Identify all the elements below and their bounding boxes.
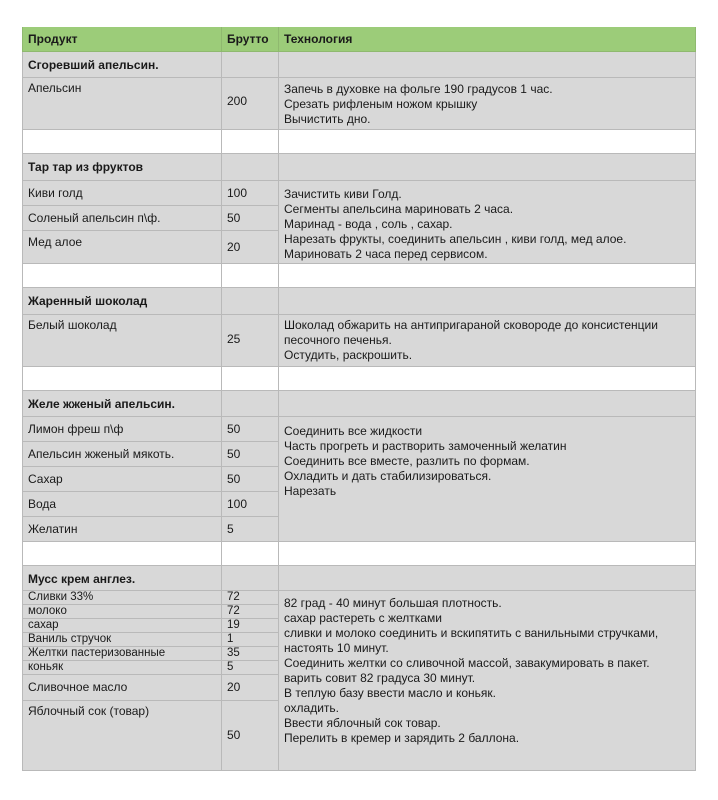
spacer-row bbox=[22, 264, 696, 288]
technology-line: Соединить все жидкости bbox=[284, 424, 423, 438]
section-title-row bbox=[22, 288, 696, 315]
technology-line: Нарезать фрукты, соединить апельсин , киви голд, мед алое. bbox=[284, 232, 627, 246]
section-body bbox=[22, 181, 696, 264]
technology-line: Срезать рифленым ножом крышку bbox=[284, 97, 478, 111]
header-technology[interactable]: Технология bbox=[279, 27, 696, 52]
header-gross[interactable]: Брутто bbox=[222, 27, 279, 52]
ingredient-gross[interactable]: 50 bbox=[222, 206, 279, 231]
technology-line: сливки и молоко соединить и вскипятить с ванильными стручками, bbox=[284, 626, 659, 640]
ingredient-name[interactable]: Соленый апельсин п\ф. bbox=[22, 206, 222, 231]
ingredient-row bbox=[22, 675, 279, 701]
section-title-row bbox=[22, 566, 696, 591]
ingredient-gross[interactable]: 100 bbox=[222, 181, 279, 206]
ingredient-row bbox=[22, 417, 279, 442]
section-title-row bbox=[22, 391, 696, 417]
header-product[interactable]: Продукт bbox=[22, 27, 222, 52]
ingredient-name[interactable]: Желтки пастеризованные bbox=[22, 647, 222, 661]
empty-cell[interactable] bbox=[222, 288, 279, 315]
ingredient-row bbox=[22, 315, 279, 367]
ingredient-name[interactable]: Сливочное масло bbox=[22, 675, 222, 701]
ingredient-gross[interactable]: 5 bbox=[222, 517, 279, 542]
technology-line: Мариновать 2 часа перед сервисом. bbox=[284, 247, 488, 261]
ingredient-name[interactable]: сахар bbox=[22, 619, 222, 633]
empty-cell[interactable] bbox=[279, 566, 696, 591]
ingredient-name[interactable]: Ваниль стручок bbox=[22, 633, 222, 647]
ingredient-gross[interactable]: 50 bbox=[222, 467, 279, 492]
ingredient-name[interactable]: Апельсин bbox=[22, 78, 222, 130]
technology-line: песочного печенья. bbox=[284, 333, 392, 347]
section-title[interactable]: Желе жженый апельсин. bbox=[22, 391, 222, 417]
ingredient-gross[interactable]: 50 bbox=[222, 417, 279, 442]
ingredient-row bbox=[22, 231, 279, 264]
technology-line: Вычистить дно. bbox=[284, 112, 371, 126]
technology-cell[interactable] bbox=[279, 417, 696, 542]
spacer-row bbox=[22, 130, 696, 154]
ingredient-gross[interactable]: 50 bbox=[222, 701, 279, 771]
empty-cell[interactable] bbox=[279, 154, 696, 181]
section-title[interactable]: Сгоревший апельсин. bbox=[22, 52, 222, 78]
ingredient-name[interactable]: Киви голд bbox=[22, 181, 222, 206]
empty-cell[interactable] bbox=[222, 542, 279, 566]
section-title-row bbox=[22, 154, 696, 181]
ingredient-name[interactable]: Яблочный сок (товар) bbox=[22, 701, 222, 771]
ingredient-name[interactable]: Сливки 33% bbox=[22, 591, 222, 605]
ingredient-row bbox=[22, 206, 279, 231]
ingredient-name[interactable]: коньяк bbox=[22, 661, 222, 675]
empty-cell[interactable] bbox=[22, 542, 222, 566]
ingredient-gross[interactable]: 1 bbox=[222, 633, 279, 647]
ingredient-row bbox=[22, 701, 279, 771]
ingredient-gross[interactable]: 100 bbox=[222, 492, 279, 517]
spacer-row bbox=[22, 542, 696, 566]
ingredient-name[interactable]: Вода bbox=[22, 492, 222, 517]
technology-line: сахар растереть с желтками bbox=[284, 611, 442, 625]
ingredient-row bbox=[22, 605, 279, 619]
section-body bbox=[22, 417, 696, 542]
technology-cell[interactable] bbox=[279, 78, 696, 130]
ingredient-gross[interactable]: 5 bbox=[222, 661, 279, 675]
ingredient-row bbox=[22, 619, 279, 633]
technology-line: Нарезать bbox=[284, 484, 337, 498]
ingredient-row bbox=[22, 517, 279, 542]
recipe-table bbox=[22, 27, 696, 771]
empty-cell[interactable] bbox=[222, 391, 279, 417]
ingredient-name[interactable]: Сахар bbox=[22, 467, 222, 492]
empty-cell[interactable] bbox=[222, 264, 279, 288]
empty-cell[interactable] bbox=[222, 154, 279, 181]
section-body bbox=[22, 591, 696, 771]
ingredient-gross[interactable]: 20 bbox=[222, 675, 279, 701]
empty-cell[interactable] bbox=[22, 130, 222, 154]
section-body bbox=[22, 78, 696, 130]
empty-cell[interactable] bbox=[22, 367, 222, 391]
ingredient-gross[interactable]: 20 bbox=[222, 231, 279, 264]
technology-line: В теплую базу ввести масло и коньяк. bbox=[284, 686, 496, 700]
section-title-row bbox=[22, 52, 696, 78]
ingredient-gross[interactable]: 50 bbox=[222, 442, 279, 467]
ingredient-name[interactable]: Желатин bbox=[22, 517, 222, 542]
empty-cell[interactable] bbox=[279, 542, 696, 566]
technology-line: Зачистить киви Голд. bbox=[284, 187, 402, 201]
technology-line: Запечь в духовке на фольге 190 градусов 1 час. bbox=[284, 82, 553, 96]
ingredient-name[interactable]: молоко bbox=[22, 605, 222, 619]
empty-cell[interactable] bbox=[279, 391, 696, 417]
ingredient-gross[interactable]: 19 bbox=[222, 619, 279, 633]
technology-line: Остудить, раскрошить. bbox=[284, 348, 413, 362]
empty-cell[interactable] bbox=[279, 130, 696, 154]
ingredient-name[interactable]: Мед алое bbox=[22, 231, 222, 264]
technology-line: Ввести яблочный сок товар. bbox=[284, 716, 441, 730]
empty-cell[interactable] bbox=[279, 367, 696, 391]
ingredient-gross[interactable]: 35 bbox=[222, 647, 279, 661]
ingredient-row bbox=[22, 442, 279, 467]
section-body bbox=[22, 315, 696, 367]
empty-cell[interactable] bbox=[279, 288, 696, 315]
technology-line: Перелить в кремер и зарядить 2 баллона. bbox=[284, 731, 520, 745]
ingredient-row bbox=[22, 591, 279, 605]
empty-cell[interactable] bbox=[222, 566, 279, 591]
ingredient-name[interactable]: Белый шоколад bbox=[22, 315, 222, 367]
empty-cell[interactable] bbox=[222, 367, 279, 391]
empty-cell[interactable] bbox=[279, 52, 696, 78]
ingredient-name[interactable]: Апельсин жженый мякоть. bbox=[22, 442, 222, 467]
ingredient-row bbox=[22, 661, 279, 675]
technology-line: охладить. bbox=[284, 701, 340, 715]
technology-line: Соединить все вместе, разлить по формам. bbox=[284, 454, 530, 468]
technology-line: варить совит 82 градуса 30 минут. bbox=[284, 671, 476, 685]
ingredient-row bbox=[22, 467, 279, 492]
technology-line: 82 град - 40 минут большая плотность. bbox=[284, 596, 502, 610]
technology-line: Охладить и дать стабилизироваться. bbox=[284, 469, 492, 483]
section-title[interactable]: Тар тар из фруктов bbox=[22, 154, 222, 181]
empty-cell[interactable] bbox=[279, 264, 696, 288]
technology-line: Сегменты апельсина мариновать 2 часа. bbox=[284, 202, 514, 216]
technology-line: настоять 10 минут. bbox=[284, 641, 389, 655]
ingredient-name[interactable]: Лимон фреш п\ф bbox=[22, 417, 222, 442]
ingredient-row bbox=[22, 647, 279, 661]
technology-cell[interactable] bbox=[279, 181, 696, 264]
technology-line: Шоколад обжарить на антипригараной сковороде до консистенции bbox=[284, 318, 658, 332]
technology-cell[interactable] bbox=[279, 315, 696, 367]
section-title[interactable]: Мусс крем англез. bbox=[22, 566, 222, 591]
table-header bbox=[22, 27, 696, 52]
section-title[interactable]: Жаренный шоколад bbox=[22, 288, 222, 315]
empty-cell[interactable] bbox=[22, 264, 222, 288]
empty-cell[interactable] bbox=[222, 130, 279, 154]
technology-line: Часть прогреть и растворить замоченный желатин bbox=[284, 439, 567, 453]
spacer-row bbox=[22, 367, 696, 391]
ingredient-row bbox=[22, 181, 279, 206]
empty-cell[interactable] bbox=[222, 52, 279, 78]
ingredient-gross[interactable]: 200 bbox=[222, 78, 279, 130]
technology-line: Маринад - вода , соль , сахар. bbox=[284, 217, 453, 231]
ingredient-gross[interactable]: 72 bbox=[222, 605, 279, 619]
ingredient-row bbox=[22, 492, 279, 517]
ingredient-gross[interactable]: 25 bbox=[222, 315, 279, 367]
technology-cell[interactable] bbox=[279, 591, 696, 771]
ingredient-row bbox=[22, 633, 279, 647]
technology-line: Соединить желтки со сливочной массой, завакумировать в пакет. bbox=[284, 656, 650, 670]
ingredient-gross[interactable]: 72 bbox=[222, 591, 279, 605]
ingredient-row bbox=[22, 78, 279, 130]
